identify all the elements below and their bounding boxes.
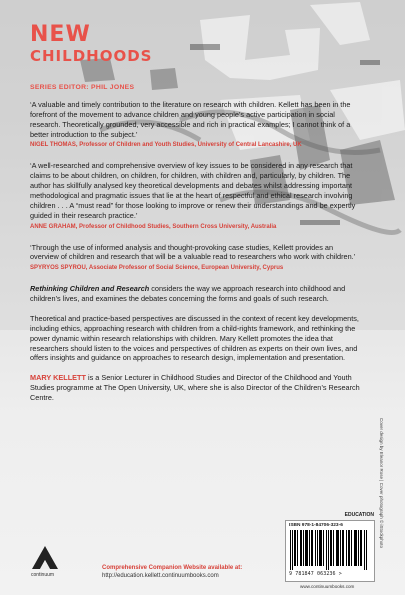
back-cover-text [30,100,362,413]
quote-text: ‘A valuable and timely contribution to the literature on research with children. Kellett has been in the forefront of the movement to advance children and young people’s active participation in social research. Theoretically grounded, very accessible and rich in practical examples; I cannot think of a better introduction to the subject.’ [30,100,351,139]
cover-credit: Cover design by Eleanor Rose | Cover photograph © iStockphoto [379,418,384,549]
blurb-description: Theoretical and practice-based perspectives are discussed in the context of recent key developments, including ethics, approaching research with children from a child-rights framework, and rethinking the power dynamic within research relationships with children. Mary Kellett promotes the idea that researchers should listen to the voices and perspectives of children as experts on their own lives, and offers insights and guidance on approaches to research design, implementation and presentation. [30,314,359,363]
isbn-label: ISBN 978-1-84706-323-6 [289,523,343,528]
series-title-line1: NEW [30,22,91,47]
companion-website-label: Comprehensive Companion Website available at: [102,565,243,571]
quote-attribution: ANNE GRAHAM, Professor of Childhood Studies, Southern Cross University, Australia [30,223,277,230]
barcode-box [285,512,375,582]
continuum-logo-icon [30,545,60,571]
publisher-name: continuum [31,572,55,578]
blurb-intro-text: considers the way we approach research into childhood and children’s lives, and examines the debates concerning the forms and goals of such research. [30,284,346,304]
quote-text: ‘A well-researched and comprehensive overview of key issues to be considered in any research that claims to be about children, on children, for children, with children and, particularly, by children. The author has skillfully analysed key theoretical developments and debates whilst addressing important methodological and pragmatic issues that lie at the heart of respectful and ethical research involving children . . . A “must read” for those looking to improve or renew their understandings and be expertly guided in their research practice.’ [30,161,356,220]
endorsement-quote [30,161,362,230]
barcode-icon [290,530,370,570]
series-title-line2: CHILDHOODS [30,47,153,65]
endorsement-quote [30,243,362,273]
quote-attribution: SPYRYOS SPYROU, Associate Professor of Social Science, European University, Cyprus [30,265,284,272]
series-title [30,24,152,64]
author-bio [30,373,362,403]
book-title: Rethinking Children and Research [30,284,150,294]
author-name: MARY KELLETT [30,373,86,383]
publisher-website-link[interactable]: www.continuumbooks.com [300,584,355,589]
endorsement-quote [30,100,362,149]
quote-text: ‘Through the use of informed analysis and thought-provoking case studies, Kellett provides an overview of children and research that will be a valuable read to researchers who work with children.’ [30,242,356,262]
companion-website-link[interactable]: http://education.kellett.continuumbooks.com [102,573,219,580]
companion-website [102,564,242,580]
author-bio-text: is a Senior Lecturer in Childhood Studies and Director of the Childhood and Youth Studies programme at The Open University, UK, where she is also Director of the Children’s Research Centre. [30,373,360,402]
barcode-digits: 9 781847 063236 > [289,571,342,577]
blurb-intro [30,284,362,304]
series-editor: SERIES EDITOR: PHIL JONES [30,84,135,91]
category-label: EDUCATION [344,512,374,518]
quote-attribution: NIGEL THOMAS, Professor of Children and Youth Studies, University of Central Lancashire, UK [30,142,302,149]
